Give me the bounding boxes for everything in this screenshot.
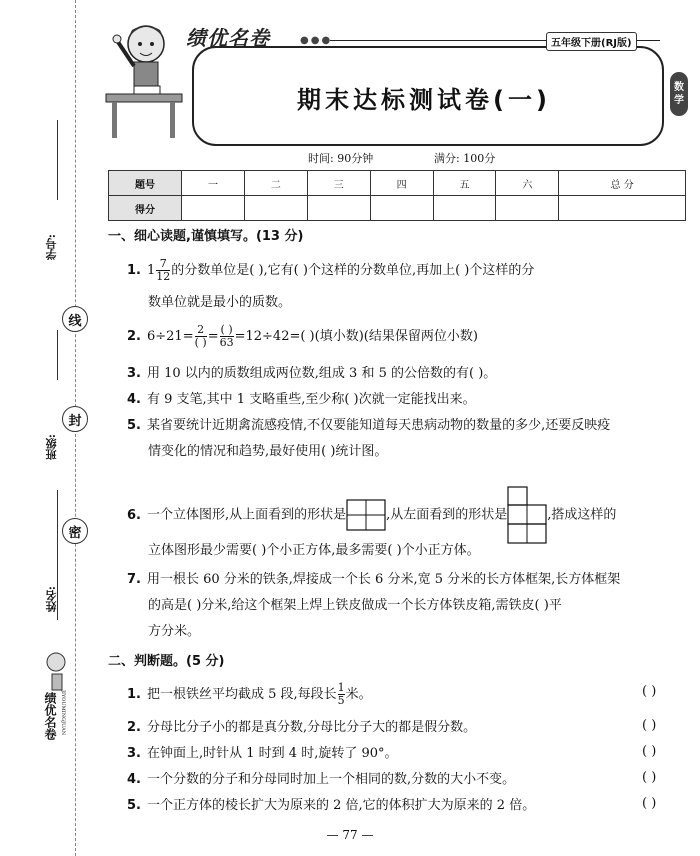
q1-5-line1	[127, 416, 610, 436]
question-text: 在钟面上,时针从 1 时到 4 时,旋转了 90°。	[146, 746, 398, 761]
q1-7-line2: 的高是( )分米,给这个框架上焊上铁皮做成一个长方体铁皮箱,需铁皮( )平	[148, 598, 562, 613]
question-text: 某省要统计近期禽流感疫情,不仅要能知道每天患病动物的数量的多少,还要反映疫	[146, 418, 611, 433]
question-number: 7.	[127, 572, 141, 587]
question-text: 有 9 支笔,其中 1 支略重些,至少称( )次就一定能找出来。	[146, 392, 476, 407]
score-cell[interactable]	[433, 196, 496, 221]
student-mascot-illustration	[104, 12, 184, 142]
top-view-grid	[346, 499, 386, 531]
class-write-line	[57, 330, 58, 380]
fraction-numerator: 2	[197, 323, 205, 336]
question-text: 一个立体图形,从上面看到的形状是	[146, 507, 347, 523]
fraction-numerator: ( )	[220, 323, 233, 336]
question-text: ,从左面看到的形状是	[386, 507, 508, 523]
score-table-header: 总 分	[559, 171, 686, 196]
question-number: 2.	[127, 329, 141, 344]
subject-badge	[670, 72, 688, 116]
question-number: 4.	[127, 772, 141, 787]
q1-2	[127, 324, 478, 349]
fraction-denominator: 63	[219, 336, 234, 349]
side-logo-pinyin: JIYOUMINGJUAN	[60, 690, 66, 736]
question-text: 用 10 以内的质数组成两位数,组成 3 和 5 的公倍数的有( )。	[146, 366, 497, 381]
answer-parentheses[interactable]: ( )	[642, 770, 657, 785]
score-table-header: 一	[182, 171, 245, 196]
exam-time: 时间: 90分钟	[308, 152, 374, 165]
score-cell[interactable]	[244, 196, 307, 221]
q1-7-line1	[127, 570, 620, 590]
fraction	[156, 258, 170, 283]
question-text: 一个分数的分子和分母同时加上一个相同的数,分数的大小不变。	[146, 772, 516, 787]
question-text: 一个正方体的棱长扩大为原来的 2 倍,它的体积扩大为原来的 2 倍。	[146, 798, 536, 813]
question-number: 6.	[127, 507, 141, 523]
answer-parentheses[interactable]: ( )	[642, 684, 657, 699]
left-view-grid	[507, 486, 547, 544]
section2-heading: 二、判断题。(5 分)	[108, 654, 225, 669]
question-text: 米。	[345, 687, 372, 702]
score-cell[interactable]	[496, 196, 559, 221]
score-cell[interactable]	[559, 196, 686, 221]
full-score: 满分: 100分	[434, 152, 496, 165]
answer-parentheses[interactable]: ( )	[642, 718, 657, 733]
class-label: 班级:	[45, 434, 58, 461]
q2-4	[127, 770, 515, 790]
student-id-write-line	[57, 120, 58, 200]
question-text: 6÷21=	[146, 329, 194, 344]
side-logo	[38, 650, 68, 760]
answer-parentheses[interactable]: ( )	[642, 744, 657, 759]
fraction	[220, 324, 234, 349]
question-text: 的分数单位是( ),它有( )个这样的分数单位,再加上( )个这样的分	[171, 263, 535, 278]
fraction-numerator: 7	[159, 257, 167, 270]
q2-1	[127, 682, 372, 707]
q1-4	[127, 390, 476, 410]
equals-sign: =	[207, 329, 219, 344]
mixed-number-whole: 1	[146, 263, 156, 278]
question-number: 5.	[127, 418, 141, 433]
seal-xian: 线	[62, 306, 88, 332]
score-table-header: 二	[244, 171, 307, 196]
seal-feng: 封	[62, 406, 88, 432]
question-number: 3.	[127, 746, 141, 761]
q2-2	[127, 718, 476, 738]
fraction-denominator: ( )	[194, 336, 207, 349]
question-text: 用一根长 60 分米的铁条,焊接成一个长 6 分米,宽 5 分米的长方体框架,长方体框架	[146, 572, 621, 587]
question-number: 1.	[127, 687, 141, 702]
question-number: 1.	[127, 263, 141, 278]
brand-logo: 绩优名卷	[186, 26, 270, 50]
side-logo-text: 绩优名卷	[43, 692, 57, 740]
grade-tag: 五年级下册(RJ版)	[546, 32, 637, 51]
q2-5	[127, 796, 535, 816]
q1-6-line1	[127, 486, 616, 544]
question-number: 5.	[127, 798, 141, 813]
score-row-label: 得分	[109, 196, 182, 221]
question-text: ,搭成这样的	[547, 507, 617, 523]
q1-1-line2: 数单位就是最小的质数。	[148, 295, 292, 310]
seal-mi: 密	[62, 518, 88, 544]
fraction	[195, 324, 207, 349]
fraction-denominator: 12	[156, 270, 171, 283]
score-table-header: 六	[496, 171, 559, 196]
score-cell[interactable]	[307, 196, 370, 221]
q1-1-line1	[127, 258, 534, 283]
student-id-label: 学号:	[45, 234, 58, 261]
page-title: 期末达标测试卷(一)	[297, 86, 551, 114]
question-number: 4.	[127, 392, 141, 407]
q1-6-line2: 立体图形最少需要( )个小正方体,最多需要( )个小正方体。	[148, 543, 480, 558]
subject-char-1: 数	[674, 82, 684, 93]
fraction	[338, 682, 345, 707]
name-label: 姓名:	[45, 586, 58, 613]
score-cell[interactable]	[182, 196, 245, 221]
score-table-header: 题号	[109, 171, 182, 196]
decorative-dots: ●●●	[300, 35, 333, 46]
q2-3	[127, 744, 398, 764]
fraction-numerator: 1	[337, 681, 345, 694]
score-table-header: 五	[433, 171, 496, 196]
score-cell[interactable]	[370, 196, 433, 221]
score-table-header: 三	[307, 171, 370, 196]
score-table-header: 四	[370, 171, 433, 196]
q1-7-line3: 方分米。	[148, 624, 201, 639]
section1-heading: 一、细心读题,谨慎填写。(13 分)	[108, 229, 304, 244]
answer-parentheses[interactable]: ( )	[642, 796, 657, 811]
question-number: 3.	[127, 366, 141, 381]
score-table	[108, 170, 686, 221]
subject-char-2: 学	[674, 95, 684, 106]
fraction-denominator: 5	[337, 694, 345, 707]
question-text: =12÷42=( )(填小数)(结果保留两位小数)	[234, 329, 478, 344]
q1-5-line2: 情变化的情况和趋势,最好使用( )统计图。	[148, 444, 388, 459]
q1-3	[127, 364, 496, 384]
question-number: 2.	[127, 720, 141, 735]
question-text: 把一根铁丝平均截成 5 段,每段长	[146, 687, 337, 702]
page-number: — 77 —	[326, 828, 374, 842]
question-text: 分母比分子小的都是真分数,分母比分子大的都是假分数。	[146, 720, 477, 735]
